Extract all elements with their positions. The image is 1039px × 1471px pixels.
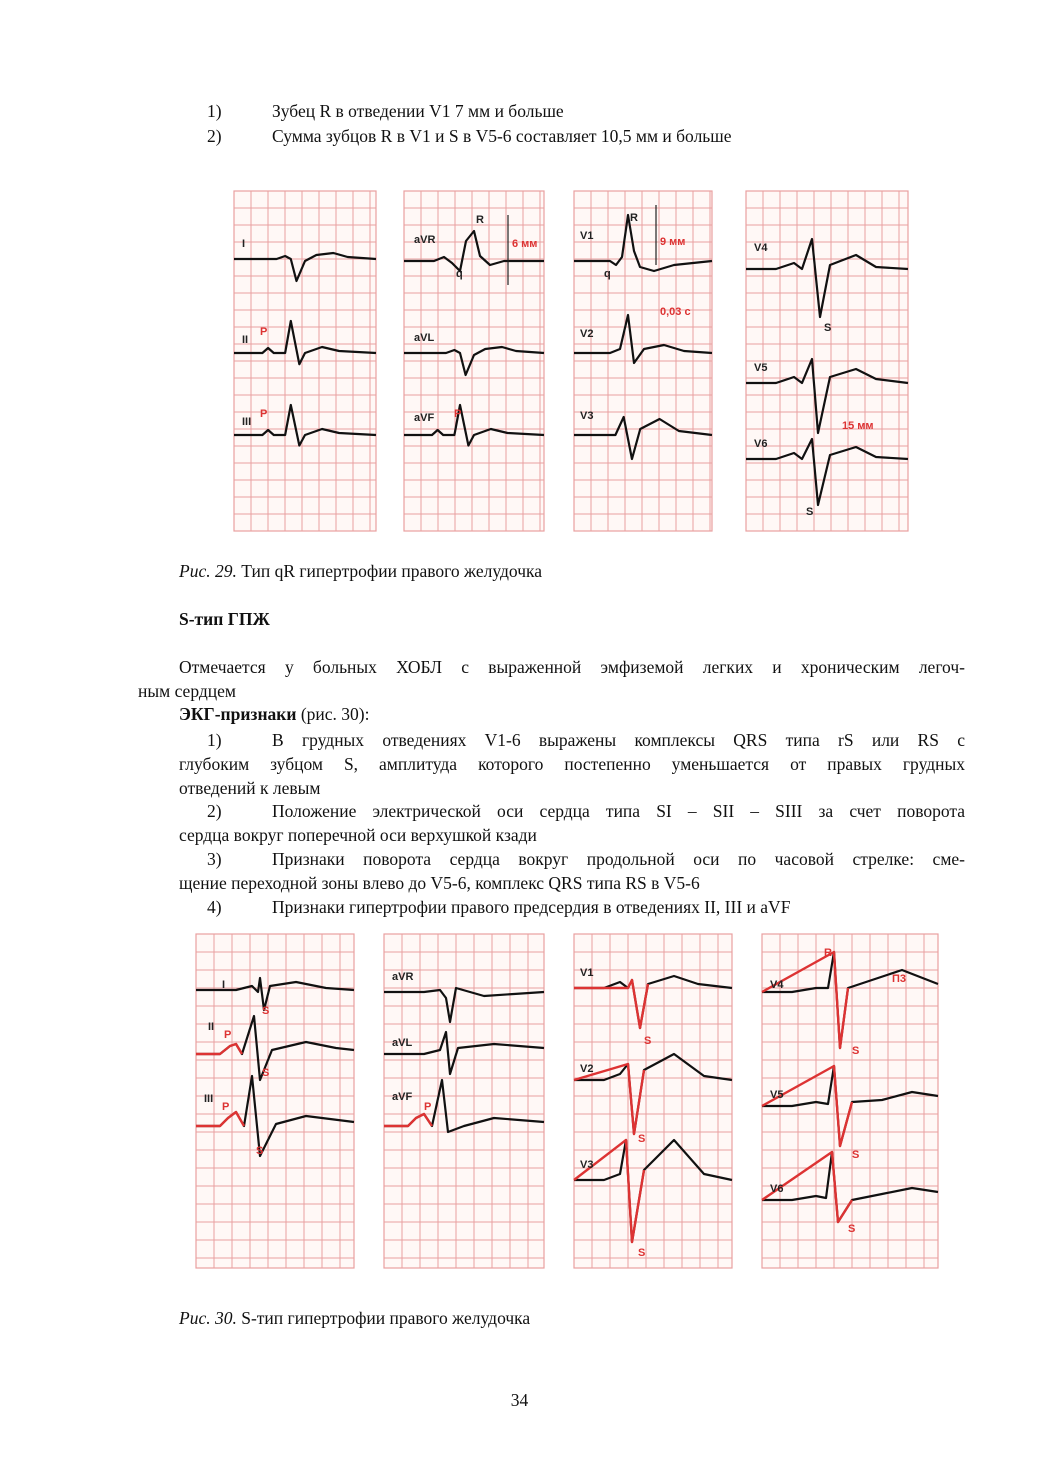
wave-label-s: S	[852, 1045, 860, 1057]
caption-text: Тип qR гипертрофии правого желудочка	[236, 561, 543, 581]
criterion-number: 2)	[207, 126, 222, 146]
wave-label-s: S	[256, 1145, 264, 1157]
criterion-number: 1)	[207, 730, 222, 750]
measurement-label: 15 мм	[842, 420, 874, 432]
lead-label-I: I	[242, 238, 246, 250]
lead-label-V5: V5	[754, 362, 768, 374]
criterion-line: глубоким зубцом S, амплитуда которого постепенно уменьшается от правых грудных	[179, 754, 965, 774]
lead-label-V6: V6	[754, 438, 768, 450]
wave-label-q: q	[604, 268, 611, 280]
lead-label-aVF: aVF	[392, 1091, 413, 1103]
lead-label-V2: V2	[580, 328, 594, 340]
figure-29-caption	[179, 560, 542, 582]
ecg-grid-panel-3	[574, 191, 712, 531]
criterion-line: В грудных отведениях V1-6 выражены комплексы QRS типа rS или RS с	[272, 730, 965, 750]
wave-label-p: P	[260, 408, 268, 420]
wave-label-p: P	[454, 408, 462, 420]
wave-label-s: S	[852, 1149, 860, 1161]
criterion-number: 1)	[207, 101, 222, 121]
caption-text: S-тип гипертрофии правого желудочка	[236, 1308, 531, 1328]
wave-label-p: P	[222, 1101, 230, 1113]
ecg-grid-panel-3	[574, 934, 732, 1268]
criterion-text: Сумма зубцов R в V1 и S в V5-6 составляет 10,5 мм и больше	[272, 126, 732, 146]
figure-30-ecg	[192, 930, 942, 1280]
wave-label-s: S	[806, 506, 814, 518]
ecg-grid-panel-4	[762, 934, 938, 1268]
lead-label-II: II	[242, 334, 249, 346]
ecg-signs-rest: (рис. 30):	[296, 704, 370, 724]
criterion-line: Положение электрической оси сердца типа SI – SII – SIII за счет поворота	[272, 801, 965, 821]
wave-label-p3: П3	[892, 973, 907, 985]
wave-label-r: R	[630, 212, 638, 224]
wave-label-s: S	[848, 1223, 856, 1235]
lead-label-V1: V1	[580, 967, 594, 979]
criterion-number: 2)	[207, 801, 222, 821]
wave-label-r: R	[824, 947, 832, 959]
lead-label-I: I	[222, 979, 226, 991]
figure-29-ecg	[228, 185, 918, 537]
wave-label-s: S	[824, 322, 832, 334]
wave-label-s: S	[262, 1067, 270, 1079]
criterion-line: Признаки гипертрофии правого предсердия в отведениях II, III и aVF	[272, 897, 791, 917]
criterion-text: Зубец R в отведении V1 7 мм и больше	[272, 101, 564, 121]
criterion-line: щение переходной зоны влево до V5-6, комплекс QRS типа RS в V5-6	[179, 873, 700, 893]
ecg-grid-panel-1	[196, 934, 354, 1268]
lead-label-aVR: aVR	[414, 234, 436, 246]
ecg-grid-panel-1	[234, 191, 376, 531]
lead-label-aVR: aVR	[392, 971, 414, 983]
ecg-signs-bold: ЭКГ-признаки	[179, 704, 297, 724]
lead-label-III: III	[204, 1093, 214, 1105]
lead-label-V3: V3	[580, 410, 594, 422]
page-number: 34	[510, 1390, 529, 1410]
lead-label-aVF: aVF	[414, 412, 435, 424]
wave-label-r: R	[476, 214, 484, 226]
measurement-label: 6 мм	[512, 238, 538, 250]
lead-label-aVL: aVL	[392, 1037, 413, 1049]
wave-label-q: q	[456, 268, 463, 280]
lead-label-V3: V3	[580, 1159, 594, 1171]
caption-label: Рис. 29.	[179, 561, 237, 581]
wave-label-p: P	[260, 326, 268, 338]
lead-label-III: III	[242, 416, 252, 428]
ecg-signs-heading	[179, 703, 369, 725]
wave-label-s: S	[638, 1247, 646, 1259]
criterion-line: Признаки поворота сердца вокруг продольной оси по часовой стрелке: сме-	[272, 849, 965, 869]
lead-label-II: II	[208, 1021, 215, 1033]
lead-label-V4: V4	[754, 242, 768, 254]
caption-label: Рис. 30.	[179, 1308, 237, 1328]
criterion-line: сердца вокруг поперечной оси верхушкой кзади	[179, 825, 537, 845]
lead-label-V1: V1	[580, 230, 594, 242]
measurement-label: 0,03 с	[660, 306, 691, 318]
wave-label-s: S	[638, 1133, 646, 1145]
lead-label-V5: V5	[770, 1089, 784, 1101]
ecg-grid-panel-4	[746, 191, 908, 531]
wave-label-s: S	[262, 1005, 270, 1017]
lead-label-aVL: aVL	[414, 332, 435, 344]
criterion-number: 4)	[207, 897, 222, 917]
intro-paragraph-line1: Отмечается у больных ХОБЛ с выраженной эмфиземой легких и хроническим легоч-	[179, 657, 965, 677]
intro-paragraph-line2: ным сердцем	[138, 681, 236, 701]
lead-label-V6: V6	[770, 1183, 784, 1195]
lead-label-V4: V4	[770, 979, 784, 991]
wave-label-p: P	[424, 1101, 432, 1113]
figure-30-caption	[179, 1307, 530, 1329]
section-heading: S-тип ГПЖ	[179, 609, 270, 629]
wave-label-s: S	[644, 1035, 652, 1047]
criterion-number: 3)	[207, 849, 222, 869]
lead-label-V2: V2	[580, 1063, 594, 1075]
measurement-label: 9 мм	[660, 236, 686, 248]
wave-label-p: P	[224, 1029, 232, 1041]
criterion-line: отведений к левым	[179, 778, 321, 798]
